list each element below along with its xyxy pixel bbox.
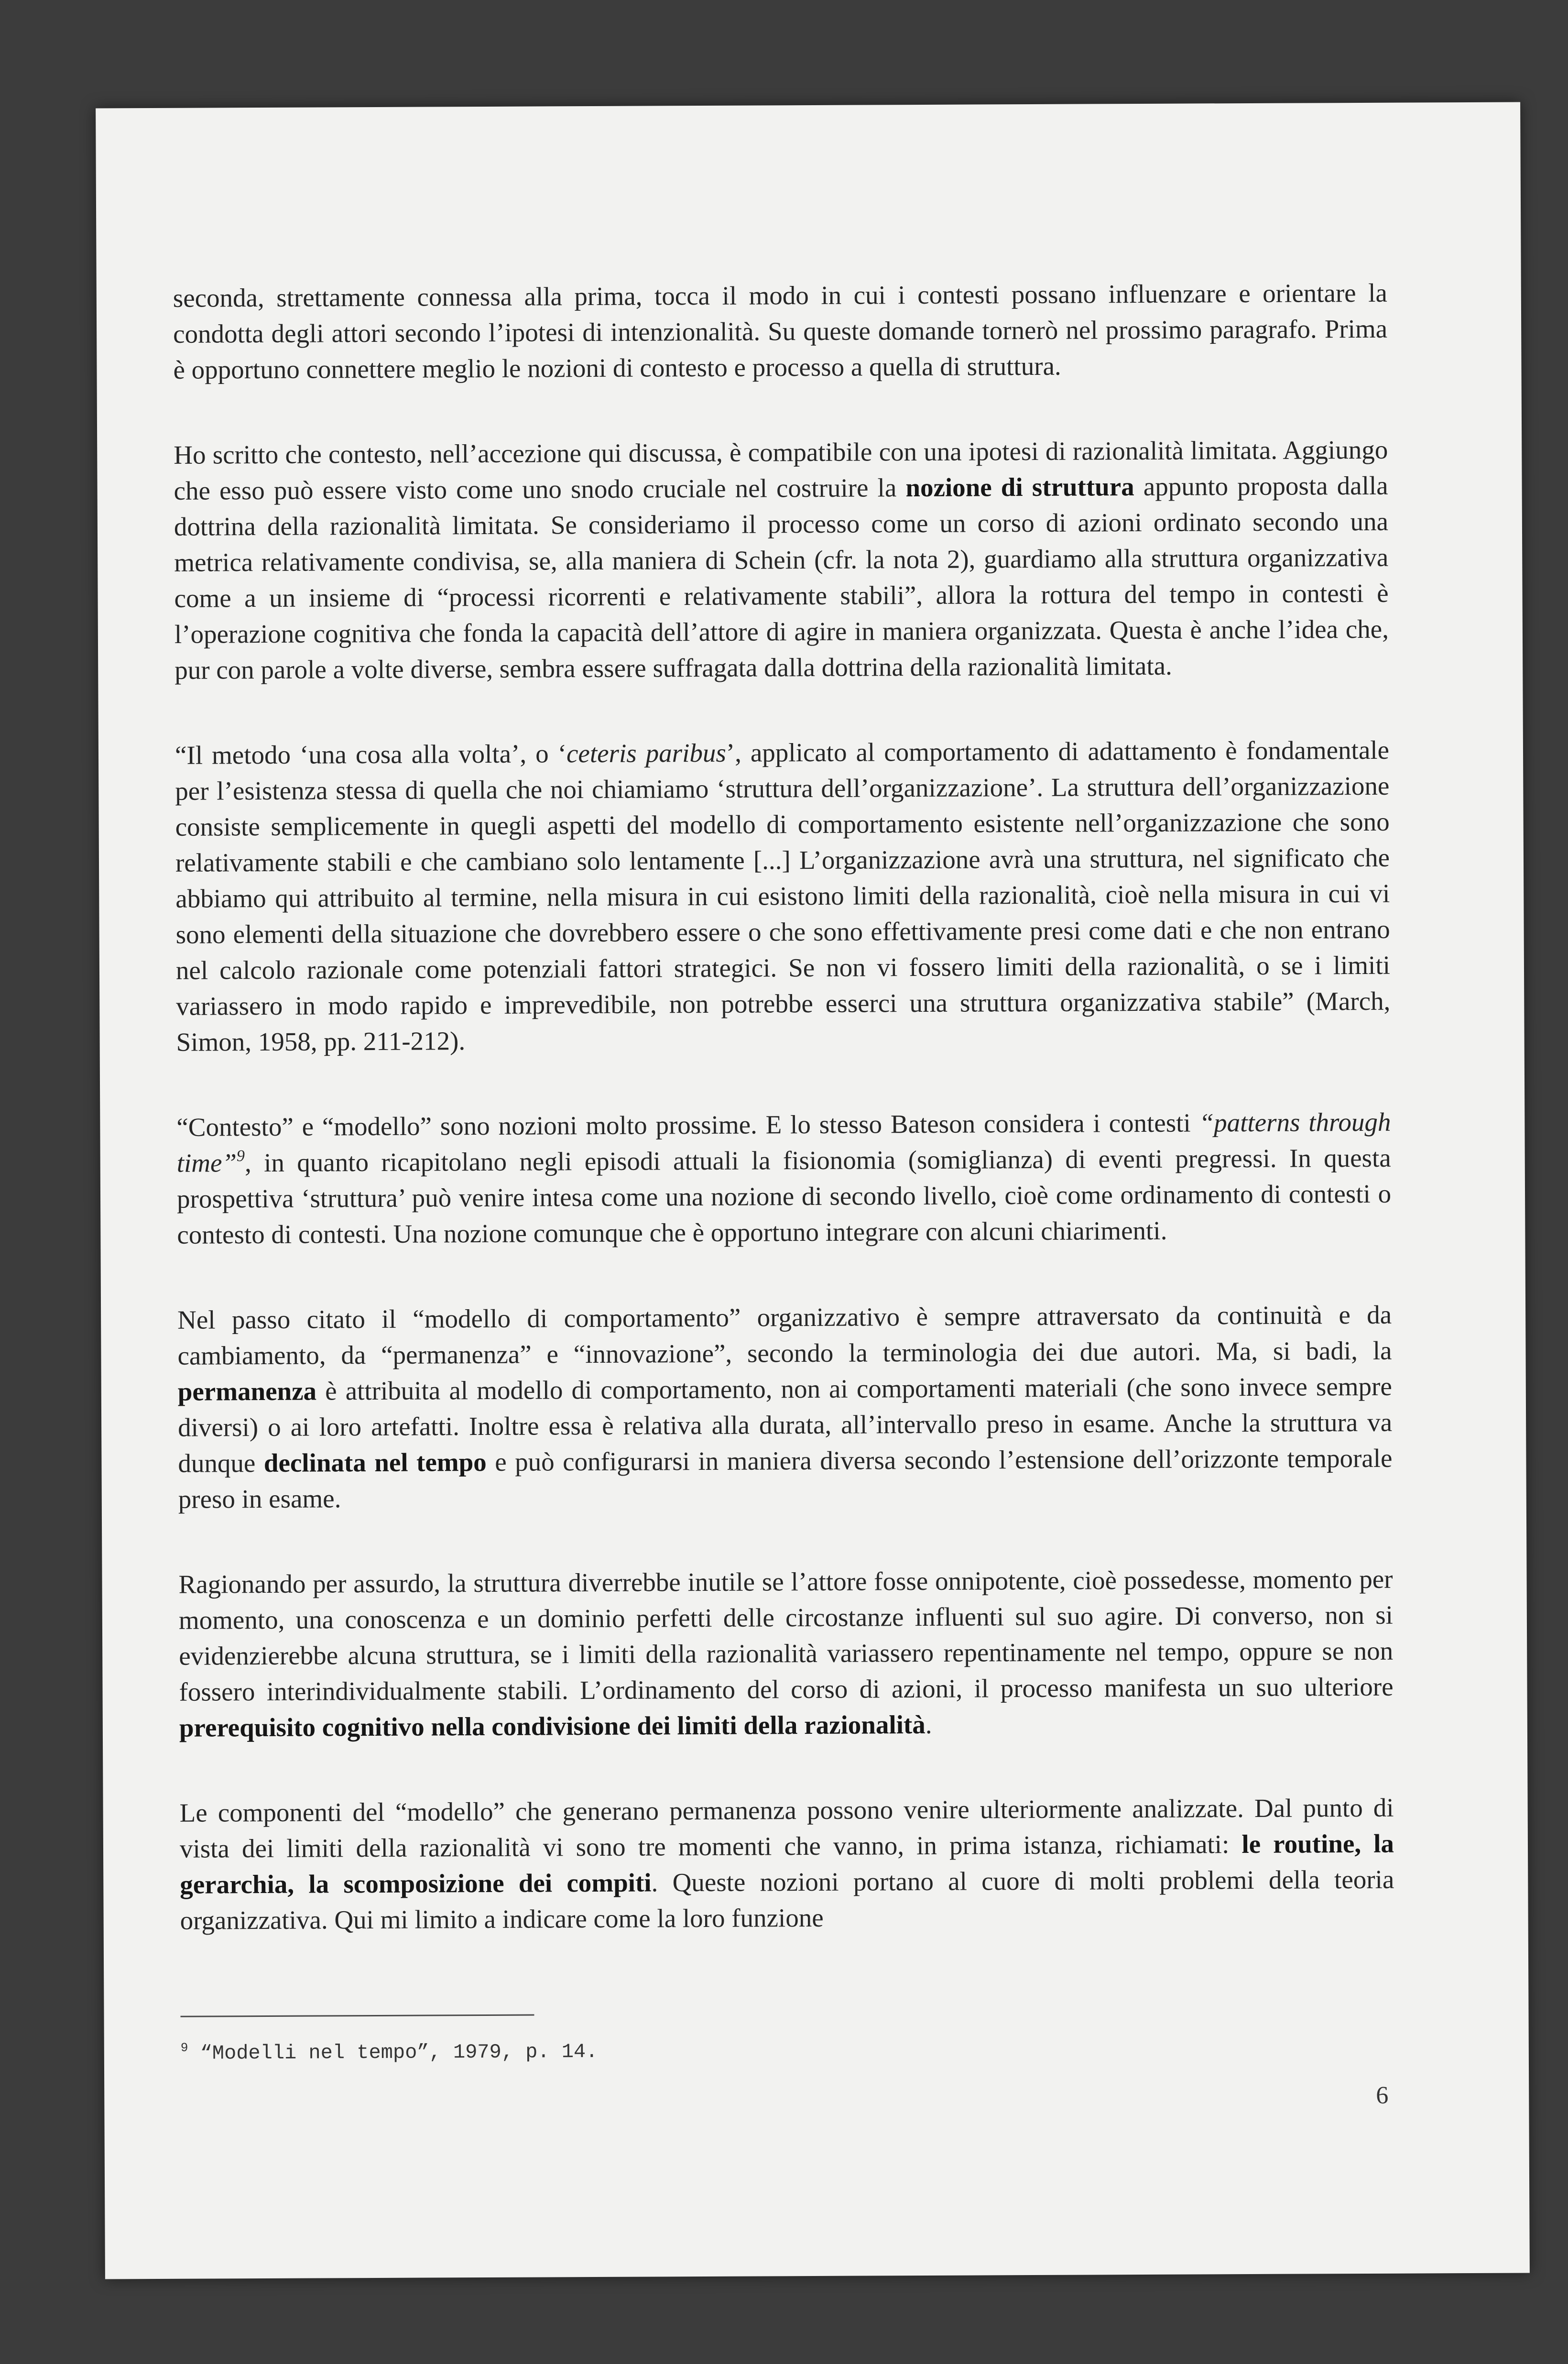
paragraph (173, 275, 1388, 388)
paragraph (174, 432, 1389, 688)
italic-text: “patterns through time” (176, 1107, 1391, 1178)
footnote-text: “Modelli nel tempo”, 1979, p. 14. (188, 2040, 598, 2065)
paragraph (180, 1790, 1394, 1938)
document-page (96, 102, 1530, 2279)
footnote-separator (181, 2014, 534, 2017)
bold-text: prerequisito cognitivo nella condivisione dei limiti della razionalità (179, 1709, 926, 1742)
paragraph (176, 1104, 1391, 1253)
text-run: Ho scritto che contesto, nell’accezione qui discussa, è compatibile con una ipotesi di razionalità limitata. Aggiungo che esso può essere visto come uno snodo cruciale nel costruire la (174, 435, 1388, 505)
footnote-reference: 9 (236, 1147, 245, 1165)
text-run: “Contesto” e “modello” sono nozioni molto prossime. E lo stesso Bateson considera i contesti (176, 1108, 1199, 1142)
bold-text: permanenza (177, 1376, 317, 1406)
text-run: Ragionando per assurdo, la struttura diverrebbe inutile se l’attore fosse onnipotente, cioè possedesse, momento per momento, una conoscenza e un dominio perfetti delle circostanze influenti sul suo agire. Di converso, non si evidenzierebbe alcuna struttura, se i limiti della razionalità variassero repentinamente nel tempo, oppure se non fossero interindividualmente stabili. L’ordinamento del corso di azioni, il processo manifesta un suo ulteriore (178, 1564, 1394, 1707)
text-run: seconda, strettamente connessa alla prima, tocca il modo in cui i contesti possano influenzare e orientare la condotta degli attori secondo l’ipotesi di intenzionalità. Su queste domande tornerò nel prossimo paragrafo. Prima è opportuno connettere meglio le nozioni di contesto e processo a quella di struttura. (173, 278, 1388, 384)
text-run: Nel passo citato il “modello di comportamento” organizzativo è sempre attraversato da continuità e da cambiamento, da “permanenza” e “innovazione”, secondo la terminologia dei due autori. Ma, si badi, la (177, 1300, 1392, 1370)
italic-text: ceteris paribus (566, 738, 726, 768)
text-run: e può configurarsi in maniera diversa secondo l’estensione dell’orizzonte temporale preso in esame. (178, 1443, 1393, 1514)
footnote-number: 9 (180, 2040, 188, 2055)
paragraph (175, 732, 1391, 1060)
text-run: . Queste nozioni portano al cuore di molti problemi della teoria organizzativa. Qui mi limito a indicare come la loro funzione (180, 1864, 1394, 1935)
paragraph (177, 1297, 1393, 1517)
bold-text: le routine, la gerarchia, la scomposizione dei compiti (180, 1828, 1394, 1899)
body-text (173, 275, 1394, 1938)
text-run: appunto proposta dalla dottrina della razionalità limitata. Se consideriamo il processo come un corso di azioni ordinato secondo una metrica relativamente condivisa, se, alla maniera di Schein (cfr. la nota 2), guardiamo alla struttura organizzativa come a un insieme di “processi ricorrenti e relativamente stabili”, allora la rottura del tempo in contesti è l’operazione cognitiva che fonda la capacità dell’attore di agire in maniera organizzata. Questa è anche l’idea che, pur con parole a volte diverse, sembra essere suffragata dalla dottrina della razionalità limitata. (174, 471, 1389, 685)
text-run: . (925, 1709, 932, 1739)
text-run: “Il metodo ‘una cosa alla volta’, o ‘ (174, 739, 567, 770)
text-run: Le componenti del “modello” che generano permanenza possono venire ulteriormente analizzate. Dal punto di vista dei limiti della razionalità vi sono tre momenti che vanno, in prima istanza, richiamati: (179, 1793, 1394, 1863)
text-run: è attribuita al modello di comportamento, non ai comportamenti materiali (che sono invece sempre diversi) o ai loro artefatti. Inoltre essa è relativa alla durata, all’intervallo preso in esame. Anche la struttura va dunque (178, 1371, 1393, 1478)
text-run: ’, applicato al comportamento di adattamento è fondamentale per l’esistenza stessa di quella che noi chiamiamo ‘struttura dell’organizzazione’. La struttura dell’organizzazione consiste semplicemente in quegli aspetti del modello di comportamento esistente nell’organizzazione che sono relativamente stabili e che cambiano solo lentamente [...] L’organizzazione avrà una struttura, nel significato che abbiamo qui attribuito al termine, nella misura in cui esistono limiti della razionalità, cioè nella misura in cui vi sono elementi della situazione che dovrebbero essere o che sono effettivamente presi come dati e che non entrano nel calcolo razionale come potenziali fattori strategici. Se non vi fossero limiti della razionalità, o se i limiti variassero in modo rapido e imprevedibile, non potrebbe esserci una struttura organizzativa stabile” (March, Simon, 1958, pp. 211-212). (175, 735, 1391, 1057)
footnote (181, 2039, 598, 2065)
bold-text: nozione di struttura (905, 472, 1134, 503)
text-run: , in quanto ricapitolano negli episodi attuali la fisionomia (somiglianza) di eventi pregressi. In questa prospettiva ‘struttura’ può venire intesa come una nozione di secondo livello, cioè come ordinamento di contesti o contesto di contesti. Una nozione comunque che è opportuno integrare con alcuni chiarimenti. (176, 1143, 1392, 1249)
bold-text: declinata nel tempo (263, 1447, 487, 1478)
page-number: 6 (1376, 2081, 1389, 2109)
paragraph (178, 1561, 1394, 1746)
